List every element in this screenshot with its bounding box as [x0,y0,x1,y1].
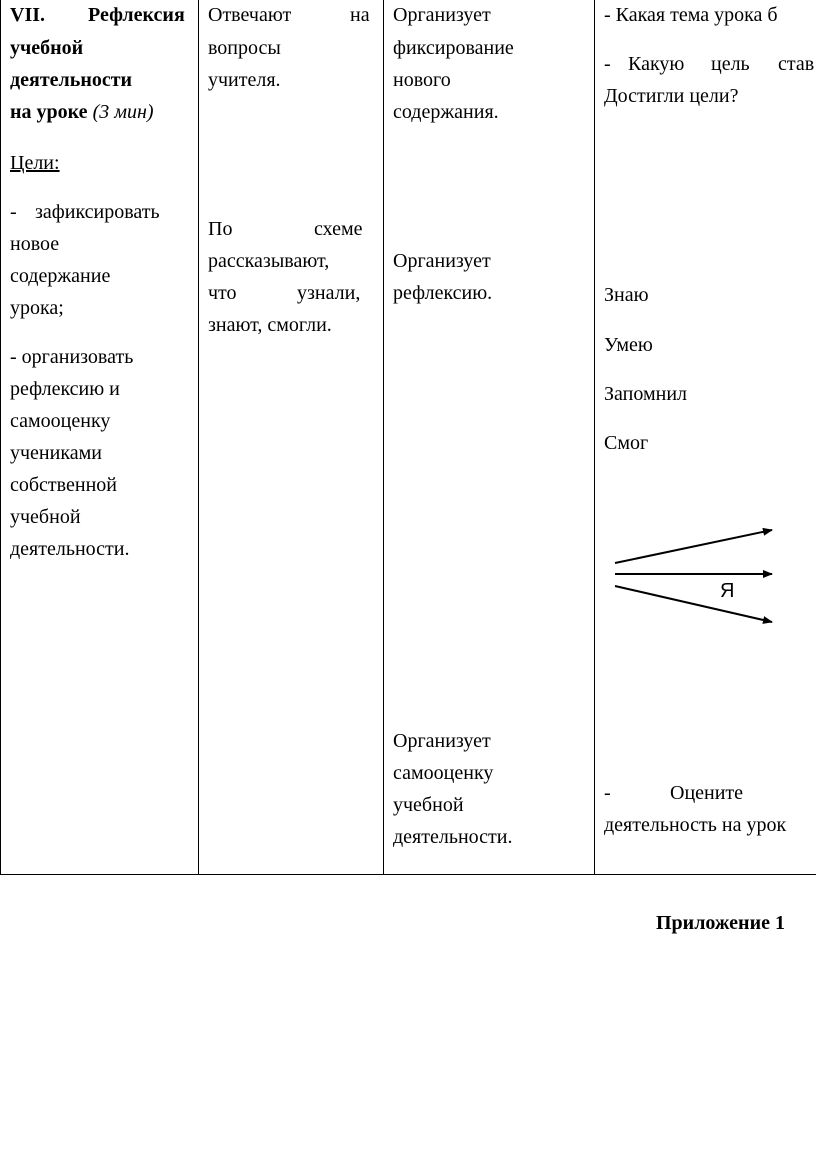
goal2-line7: деятельности. [10,538,130,560]
students-b-word2: схеме [314,218,363,240]
teacher-c-line4: деятельности. [393,826,513,848]
question-2-word3: став [778,53,815,75]
teacher-a-line1: Организует [393,4,491,26]
students-b-word1: По [208,218,233,240]
stage-title-line3: деятельности [10,69,133,91]
stage-title-word1: Рефлексия [88,4,185,26]
teacher-a-line3: нового [393,69,451,91]
students-a-word1: Отвечают [208,4,292,26]
goal1-line1: зафиксировать [35,201,160,223]
students-a-word2: на [350,4,370,26]
question-1: - Какая тема урока б [604,4,778,26]
goal2-line6: учебной [10,506,81,528]
students-b-line2: рассказывают, [208,250,330,272]
arrow-down [615,586,772,622]
stage-duration: (3 мин) [92,101,154,123]
stage-title-line4: на уроке [10,101,88,123]
reflection-arrows-diagram [610,516,816,628]
teacher-c-line3: учебной [393,794,464,816]
reflection-word-1: Знаю [604,284,649,306]
reflection-word-3: Запомнил [604,383,687,405]
students-b-word4: узнали, [297,282,361,304]
goals-label: Цели: [10,152,60,174]
students-a-line2: вопросы [208,37,281,59]
table-divider-1 [198,0,199,874]
evaluate-word: Оцените [670,782,744,804]
table-divider-2 [383,0,384,874]
teacher-b-line2: рефлексию. [393,282,493,304]
evaluate-line2: деятельность на урок [604,814,787,836]
question-2-line2: Достигли цели? [604,85,739,107]
goal2-line4: учениками [10,442,102,464]
teacher-b-line1: Организует [393,250,491,272]
goal1-line2: новое [10,233,60,255]
reflection-word-4: Смог [604,432,649,454]
table-border-left [0,0,1,874]
students-b-word3: что [208,282,237,304]
students-a-line3: учителя. [208,69,281,91]
goal2-line5: собственной [10,474,117,496]
stage-title-line2: учебной [10,37,84,59]
teacher-c-line2: самооценку [393,762,494,784]
question-2-dash: - [604,53,611,75]
reflection-word-2: Умею [604,334,653,356]
goal2-line2: рефлексию и [10,378,120,400]
goal2-line3: самооценку [10,410,111,432]
question-2-word1: Какую [628,53,685,75]
teacher-a-line2: фиксирование [393,37,514,59]
teacher-a-line4: содержания. [393,101,499,123]
question-2-word2: цель [711,53,750,75]
goal1-line4: урока; [10,297,64,319]
teacher-c-line1: Организует [393,730,491,752]
goal2-line1: - организовать [10,346,134,368]
goal1-line3: содержание [10,265,111,287]
evaluate-dash: - [604,782,611,804]
stage-number: VII. [10,4,46,26]
students-b-line4: знают, смогли. [208,314,332,336]
arrow-up [615,530,772,563]
arrow-label: Я [720,580,735,602]
table-divider-3 [594,0,595,874]
goal1-dash: - [10,201,17,223]
appendix-heading: Приложение 1 [656,912,785,934]
